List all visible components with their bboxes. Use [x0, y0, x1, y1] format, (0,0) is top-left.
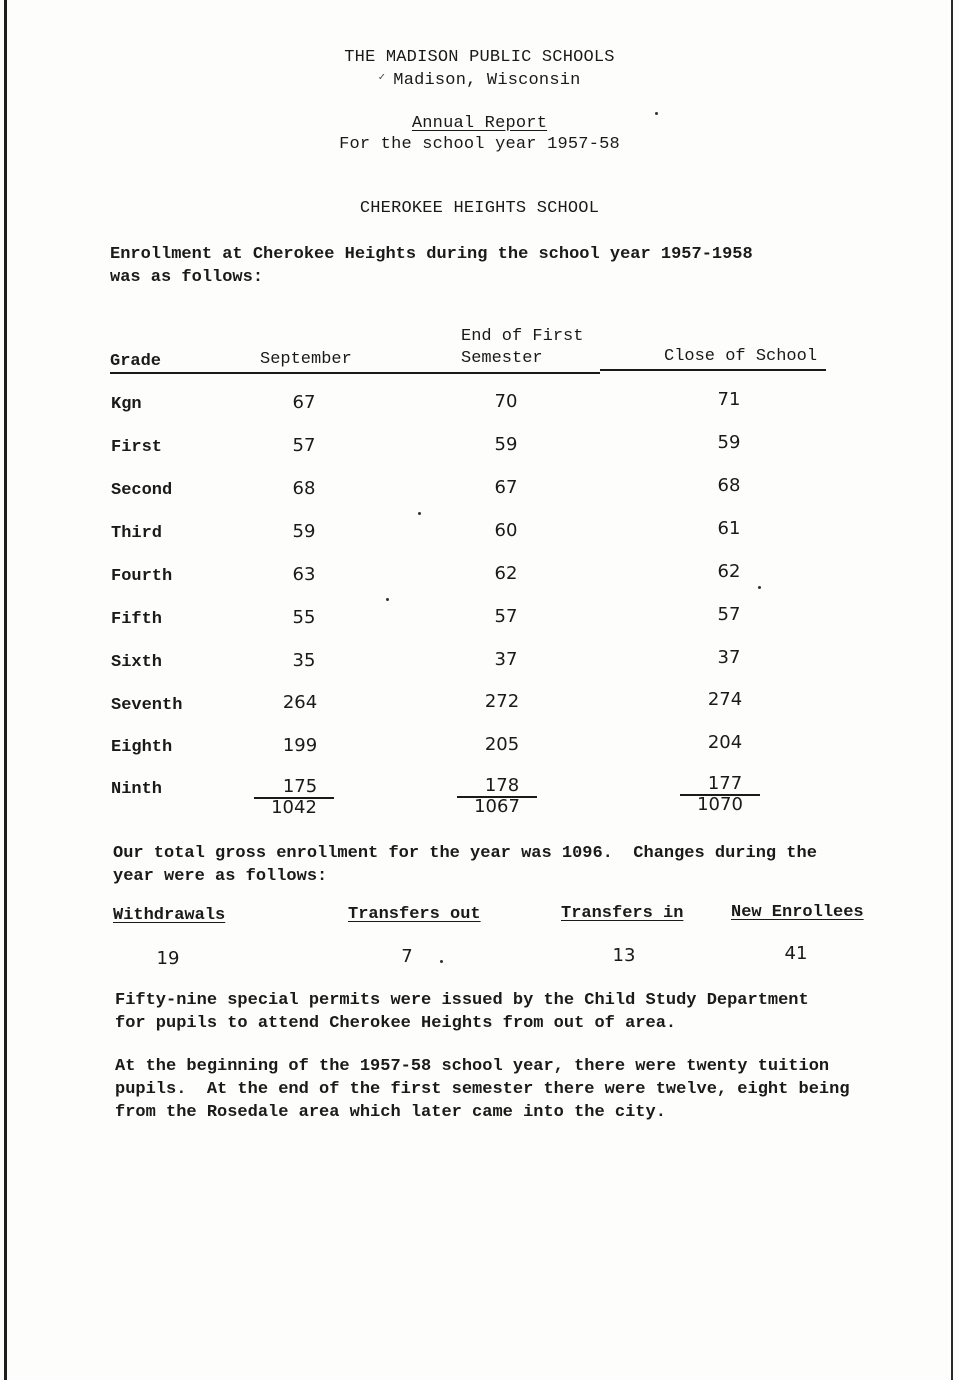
semester-value: 57 — [494, 606, 518, 627]
grade-label: Ninth — [111, 780, 163, 799]
total-september: 1042 — [254, 797, 334, 817]
scan-speck — [655, 112, 658, 115]
changes-header-transfers-in: Transfers in — [561, 904, 684, 923]
tuition-line-2: pupils. At the end of the first semester there were twelve, eight being — [115, 1080, 850, 1099]
header-underline-left — [110, 372, 600, 374]
scan-speck — [386, 598, 389, 601]
total-semester: 1067 — [457, 796, 537, 816]
changes-value-new-enrollees: 41 — [784, 943, 808, 964]
changes-header-new-enrollees: New Enrollees — [731, 903, 864, 922]
city-line — [0, 70, 959, 90]
gross-line-1: Our total gross enrollment for the year was 1096. Changes during the — [113, 844, 817, 863]
september-value: 55 — [292, 607, 316, 628]
school-year-line: For the school year 1957-58 — [339, 135, 620, 154]
check-mark-icon: ✓ — [378, 72, 386, 84]
close-value: 68 — [717, 475, 741, 496]
changes-value-transfers-out: 7 — [401, 946, 413, 967]
scan-speck — [418, 512, 421, 515]
changes-value-withdrawals: 19 — [156, 948, 180, 969]
grade-label: Fifth — [111, 610, 163, 629]
col-header-close: Close of School — [664, 347, 818, 366]
semester-value: 70 — [494, 391, 518, 412]
close-value: 71 — [717, 389, 741, 410]
september-value: 264 — [282, 692, 318, 713]
september-value: 68 — [292, 478, 316, 499]
semester-value: 178 — [484, 775, 520, 796]
semester-value: 272 — [484, 691, 520, 712]
september-value: 67 — [292, 392, 316, 413]
col-header-september: September — [260, 350, 352, 369]
permits-line-2: for pupils to attend Cherokee Heights from out of area. — [115, 1014, 677, 1033]
september-value: 35 — [292, 650, 316, 671]
tuition-paragraph — [115, 1055, 850, 1124]
september-value: 199 — [282, 735, 318, 756]
col-header-semester-line2: Semester — [461, 349, 543, 368]
grade-label: Kgn — [111, 395, 142, 414]
changes-header-transfers-out: Transfers out — [348, 905, 481, 924]
close-value: 37 — [717, 647, 741, 668]
september-value: 175 — [282, 776, 318, 797]
col-header-grade: Grade — [110, 352, 162, 371]
org-name: THE MADISON PUBLIC SCHOOLS — [344, 48, 615, 67]
intro-line-1: Enrollment at Cherokee Heights during the school year 1957-1958 — [110, 245, 753, 264]
close-value: 62 — [717, 561, 741, 582]
total-close: 1070 — [680, 794, 760, 814]
september-value: 59 — [292, 521, 316, 542]
header-underline-right — [600, 369, 826, 371]
gross-line-2: year were as follows: — [113, 867, 328, 886]
intro-paragraph — [110, 243, 753, 289]
semester-value: 37 — [494, 649, 518, 670]
col-header-semester-line1: End of First — [461, 327, 584, 346]
september-value: 57 — [292, 435, 316, 456]
grade-label: Eighth — [111, 738, 173, 757]
report-title: Annual Report — [411, 114, 548, 133]
close-value: 61 — [717, 518, 741, 539]
semester-value: 59 — [494, 434, 518, 455]
grade-label: Second — [111, 481, 173, 500]
gross-paragraph — [113, 842, 817, 888]
tuition-line-3: from the Rosedale area which later came into the city. — [115, 1103, 666, 1122]
grade-label: First — [111, 438, 163, 457]
permits-paragraph — [115, 989, 809, 1035]
september-value: 63 — [292, 564, 316, 585]
close-value: 177 — [707, 773, 743, 794]
grade-label: Fourth — [111, 567, 173, 586]
permits-line-1: Fifty-nine special permits were issued by the Child Study Department — [115, 991, 809, 1010]
semester-value: 62 — [494, 563, 518, 584]
close-value: 59 — [717, 432, 741, 453]
intro-line-2: was as follows: — [110, 268, 264, 287]
changes-header-withdrawals: Withdrawals — [113, 906, 226, 925]
close-value: 204 — [707, 732, 743, 753]
city-name: Madison, Wisconsin — [393, 71, 581, 90]
grade-label: Sixth — [111, 653, 163, 672]
school-name: CHEROKEE HEIGHTS SCHOOL — [359, 199, 600, 218]
changes-value-transfers-in: 13 — [612, 945, 636, 966]
tuition-line-1: At the beginning of the 1957-58 school year, there were twenty tuition — [115, 1057, 830, 1076]
semester-value: 60 — [494, 520, 518, 541]
scan-speck — [440, 960, 443, 963]
scan-speck — [758, 586, 761, 589]
close-value: 274 — [707, 689, 743, 710]
close-value: 57 — [717, 604, 741, 625]
semester-value: 67 — [494, 477, 518, 498]
semester-value: 205 — [484, 734, 520, 755]
grade-label: Third — [111, 524, 163, 543]
grade-label: Seventh — [111, 696, 183, 715]
